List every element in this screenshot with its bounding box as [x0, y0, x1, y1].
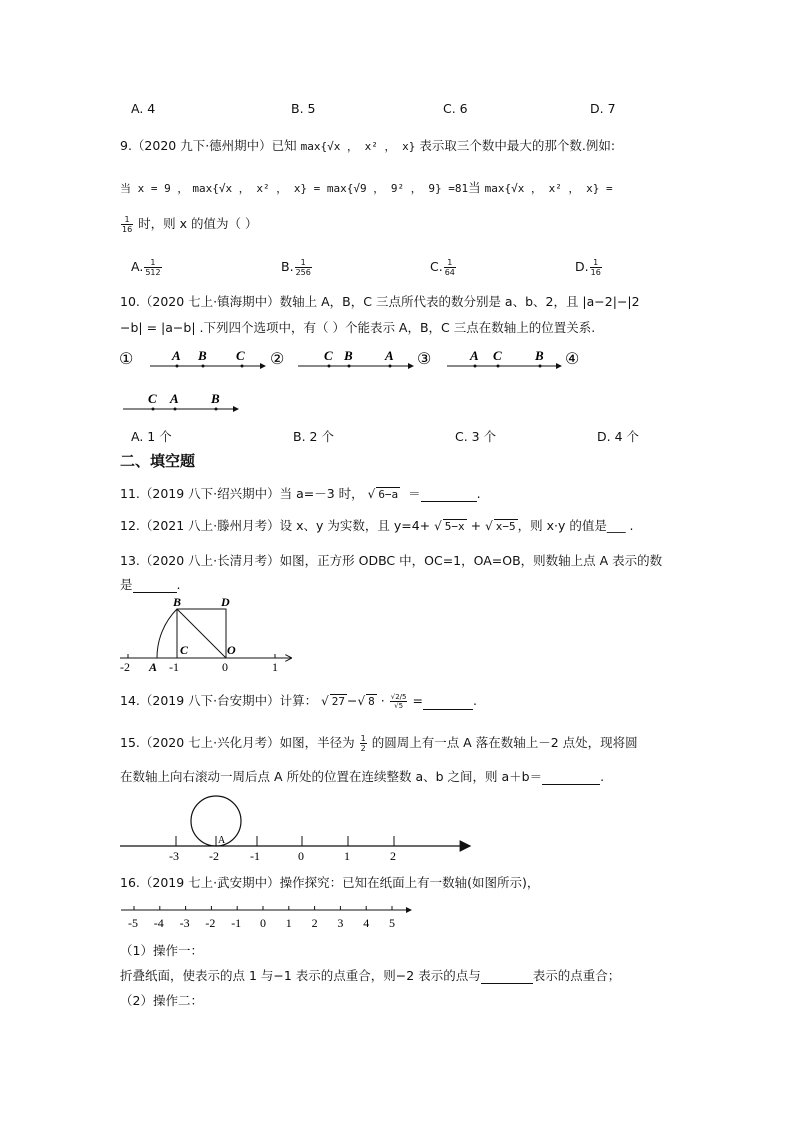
q16-tick-label: -2 — [205, 916, 216, 930]
q10-d3-label: B — [535, 348, 544, 363]
q16-op1-text: 折叠纸面，使表示的点 1 与−1 表示的点重合，则−2 表示的点与 表示的点重合； — [120, 968, 621, 983]
q9-option-b: B. $\frac{1}{256}$ — [281, 258, 311, 277]
q13-tick-label: 0 — [222, 660, 228, 674]
q9-option-d: D. $\frac{1}{16}$ — [575, 258, 601, 277]
q16-tick-label: -3 — [179, 916, 190, 930]
q13-label-a: A — [149, 660, 158, 674]
q10-dot — [497, 365, 500, 368]
q15-figure — [115, 790, 480, 865]
q10-marker-1: ① — [119, 351, 134, 368]
q10-d2-label: C — [324, 348, 333, 363]
q8-option-b: B. 5 — [291, 101, 316, 116]
q13-line1: 13.（2020 八上·长清月考）如图，正方形 ODBC 中，OC=1，OA=OB，则数轴上点 A 表示的数 — [120, 553, 663, 568]
q10-dot — [328, 365, 331, 368]
q13-label-o: O — [227, 643, 236, 657]
q10-d1-label: C — [236, 348, 245, 363]
q16-tick-label: 2 — [311, 916, 318, 930]
q8-option-a: A. 4 — [131, 101, 156, 116]
q15-answer-blank — [542, 772, 600, 785]
q10-d1-label: A — [172, 348, 181, 363]
q14-answer-blank — [423, 697, 473, 710]
q10-d2-label: A — [385, 348, 394, 363]
q10-marker-3: ③ — [417, 351, 432, 368]
q10-dot — [202, 365, 205, 368]
q13-tick-label: -2 — [120, 660, 130, 674]
q10-marker-4: ④ — [565, 351, 580, 368]
q16-tick-label: 0 — [260, 916, 266, 930]
q15-tick-label: -1 — [250, 849, 260, 863]
q10-line1: 10.（2020 七上·镇海期中）数轴上 A，B，C 三点所代表的数分别是 a、b、2，且 |a−2|−|2 — [120, 294, 640, 309]
q10-option-b: B. 2 个 — [293, 429, 334, 444]
q10-d1-label: B — [198, 348, 207, 363]
q8-option-d: D. 7 — [590, 101, 616, 116]
q14-line: 14.（2019 八下·台安期中）计算： √ 27 −√ 8 · $\frac{√2/5}{√5}$ = . — [120, 693, 477, 710]
q13-label-c: C — [180, 643, 189, 657]
q11-line: 11.（2019 八下·绍兴期中）当 a=－3 时， √ 6−a ＝ . — [120, 486, 481, 501]
q16-tick-label: -5 — [128, 916, 138, 930]
q16-answer-blank — [481, 971, 533, 984]
q10-option-a: A. 1 个 — [131, 429, 172, 444]
q9-option-c: C. $\frac{1}{64}$ — [430, 258, 455, 277]
q9-line1: 9.（2020 九下·德州期中）已知 max{√x ， x² ， x} 表示取三个数中最大的那个数.例如: — [120, 138, 616, 153]
q8-option-c: C. 6 — [443, 101, 468, 116]
q16-number-line — [118, 898, 418, 932]
q10-dot — [215, 408, 218, 411]
q13-label-b: B — [173, 595, 182, 609]
q13-figure — [115, 592, 305, 674]
q10-dot — [389, 365, 392, 368]
q10-option-d: D. 4 个 — [597, 429, 639, 444]
q10-dot — [241, 365, 244, 368]
q13-line2: 是 . — [120, 577, 181, 592]
q10-dot — [176, 365, 179, 368]
q10-d4-label: C — [148, 391, 157, 406]
q16-op1-title: （1）操作一： — [120, 943, 203, 958]
q16-tick-label: -4 — [153, 916, 164, 930]
q10-option-c: C. 3 个 — [455, 429, 497, 444]
q15-tick-label: 1 — [344, 849, 350, 863]
q10-line2: −b| = |a−b| .下列四个选项中，有（ ）个能表示 A，B，C 三点在数轴上的位置关系. — [120, 320, 596, 335]
q10-dot — [152, 408, 155, 411]
q15-tick-label: 0 — [298, 849, 304, 863]
q16-tick-label: -1 — [231, 916, 242, 930]
q16-tick-label: 1 — [285, 916, 292, 930]
q15-line1: 15.（2020 七上·兴化月考）如图，半径为 $\frac{1}{2}$ 的圆周上有一点 A 落在数轴上－2 点处，现将圆 — [120, 734, 638, 753]
q15-tick-label: -3 — [169, 849, 179, 863]
section-title: 二、填空题 — [120, 452, 196, 470]
q10-diagrams — [115, 343, 595, 423]
q16-tick-label: 3 — [337, 916, 344, 930]
q16-tick-label: 5 — [389, 916, 395, 930]
q9-option-a: A. $\frac{1}{512}$ — [131, 258, 161, 277]
q16-tick-label: 4 — [363, 916, 370, 930]
q16-op2-title: （2）操作二： — [120, 993, 203, 1008]
q10-d3-label: C — [493, 348, 502, 363]
q10-dot — [348, 365, 351, 368]
q10-marker-2: ② — [270, 351, 285, 368]
q13-tick-label: 1 — [272, 660, 278, 674]
q10-d4-label: A — [170, 391, 179, 406]
q16-line1: 16.（2019 七上·武安期中）操作探究：已知在纸面上有一数轴(如图所示)， — [120, 875, 540, 890]
q15-tick-label: 2 — [390, 849, 396, 863]
q10-d2-label: B — [344, 348, 353, 363]
q15-point-label: A — [218, 835, 226, 846]
q13-arc — [157, 609, 177, 658]
q10-d3-label: A — [470, 348, 479, 363]
q10-dot — [539, 365, 542, 368]
q11-answer-blank — [421, 489, 477, 502]
q10-dot — [474, 365, 477, 368]
q10-dot — [174, 408, 177, 411]
q15-tick-label: -2 — [209, 849, 219, 863]
q13-tick-label: -1 — [169, 660, 179, 674]
q13-label-d: D — [221, 595, 230, 609]
q10-d4-label: B — [211, 391, 220, 406]
q15-line2: 在数轴上向右滚动一周后点 A 所处的位置在连续整数 a、b 之间，则 a＋b＝ . — [120, 769, 605, 784]
q9-line3: $\frac{1}{16}$ 时，则 x 的值为（ ） — [122, 215, 258, 234]
q12-line: 12.（2021 八上·滕州月考）设 x、y 为实数，且 y=4+ √ 5−x + √ x−5 ，则 x·y 的值是___ . — [120, 518, 634, 533]
q9-line2: 当 x = 9 ， max{√x ， x² ， x} = max{√9 ， 9² ， 9} =81当 max{√x ， x² ， x} = — [120, 180, 613, 195]
